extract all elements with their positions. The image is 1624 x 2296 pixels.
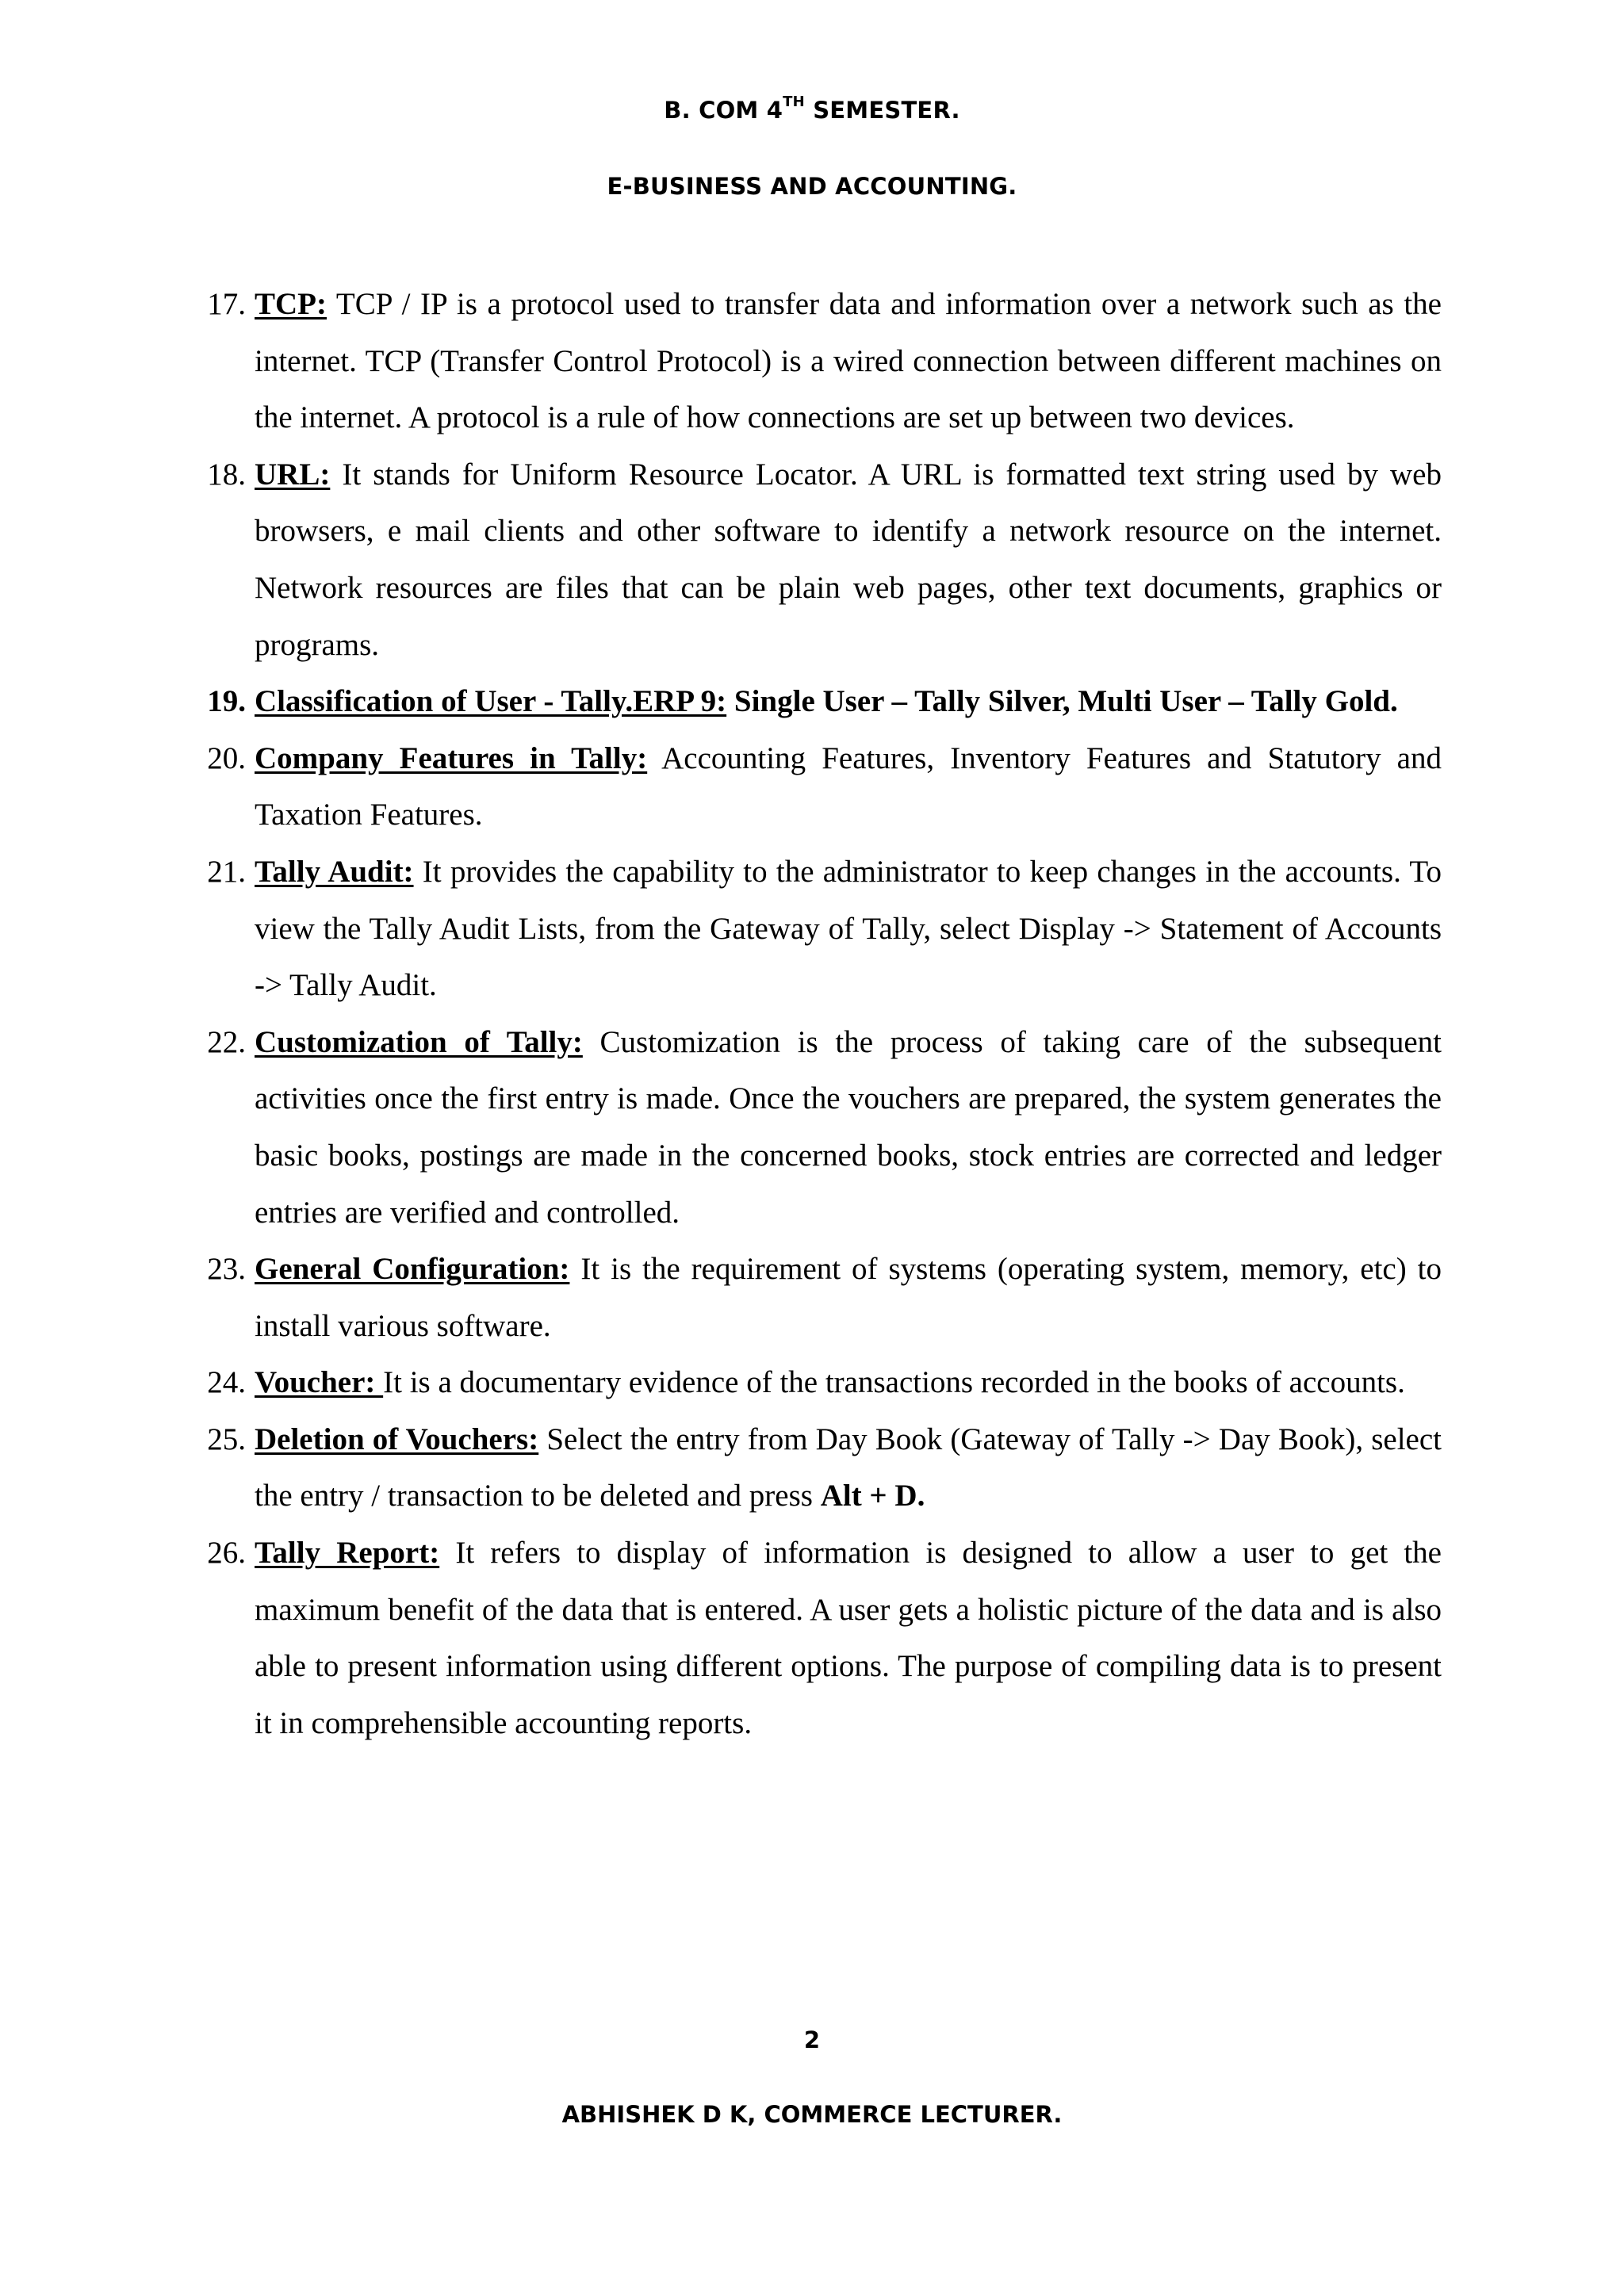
item-term: URL: bbox=[255, 457, 331, 492]
shortcut-keys: Alt + D. bbox=[820, 1479, 925, 1513]
item-number: 24. bbox=[207, 1365, 246, 1400]
item-number: 20. bbox=[207, 740, 246, 775]
item-body bbox=[246, 1354, 1442, 1411]
item-term: Deletion of Vouchers: bbox=[255, 1422, 539, 1456]
item-body bbox=[246, 730, 1442, 844]
item-text: TCP / IP is a protocol used to transfer data and information over a network such as the internet. TCP (Transfer Control Protocol) is a wired connection between different machines on the internet. A protocol is a rule of how connections are set up between two devices. bbox=[255, 287, 1442, 435]
item-text: It provides the capability to the administrator to keep changes in the accounts. To view the Tally Audit Lists, from the Gateway of Tally, select Display -> Statement of Accounts -> Tally Audit. bbox=[255, 854, 1442, 1003]
item-text: Single User – Tally Silver, Multi User – Tally Gold. bbox=[726, 684, 1398, 719]
list-item-20 bbox=[198, 730, 1442, 844]
item-body bbox=[246, 1411, 1442, 1525]
item-term: Tally Audit: bbox=[255, 854, 414, 889]
list-item-26 bbox=[198, 1525, 1442, 1751]
course-suffix: SEMESTER. bbox=[804, 97, 960, 124]
item-text: It stands for Uniform Resource Locator. A URL is formatted text string used by web browsers, e mail clients and other software to identify a network resource on the internet. Network resources are files that can be plain web pages, other text documents, graphics or programs. bbox=[255, 457, 1442, 662]
item-number: 17. bbox=[207, 287, 246, 321]
item-number: 21. bbox=[207, 854, 246, 889]
item-number: 25. bbox=[207, 1422, 246, 1456]
item-body bbox=[246, 1241, 1442, 1354]
item-number: 23. bbox=[207, 1252, 246, 1287]
item-body bbox=[246, 1014, 1442, 1241]
course-superscript: TH bbox=[783, 94, 805, 110]
item-text: Customization is the process of taking care of the subsequent activities once the first entry is made. Once the vouchers are prepared, the system generates the basic books, postings are made in the concerned books, stock entries are corrected and ledger entries are verified and controlled. bbox=[255, 1024, 1442, 1230]
list-item-23 bbox=[198, 1241, 1442, 1354]
subject-header: E-BUSINESS AND ACCOUNTING. bbox=[607, 173, 1017, 200]
item-term: Customization of Tally: bbox=[255, 1024, 583, 1059]
item-body bbox=[246, 673, 1442, 730]
course-header bbox=[0, 94, 1624, 124]
item-term: Tally Report: bbox=[255, 1536, 440, 1571]
list-item-22 bbox=[198, 1014, 1442, 1241]
item-term: Classification of User - Tally.ERP 9: bbox=[255, 684, 727, 719]
item-number: 26. bbox=[207, 1536, 246, 1571]
list-item-18 bbox=[198, 446, 1442, 673]
list-item-21 bbox=[198, 844, 1442, 1014]
item-body bbox=[246, 446, 1442, 673]
footer-author: ABHISHEK D K, COMMERCE LECTURER. bbox=[561, 2101, 1063, 2128]
item-text: It is a documentary evidence of the transactions recorded in the books of accounts. bbox=[383, 1365, 1405, 1400]
item-text: It is the requirement of systems (operating system, memory, etc) to install various software. bbox=[255, 1252, 1442, 1343]
course-prefix: B. COM 4 bbox=[664, 97, 783, 124]
definition-list bbox=[198, 276, 1442, 1751]
list-item-17 bbox=[198, 276, 1442, 446]
list-item-19 bbox=[198, 673, 1442, 730]
item-body bbox=[246, 276, 1442, 446]
list-item-25 bbox=[198, 1411, 1442, 1525]
item-body bbox=[246, 1525, 1442, 1751]
item-term: Company Features in Tally: bbox=[255, 740, 648, 775]
item-text: Select the entry from Day Book (Gateway of Tally -> Day Book), select the entry / transaction to be deleted and press bbox=[255, 1422, 1442, 1513]
item-term: TCP: bbox=[255, 287, 327, 321]
item-term: Voucher: bbox=[255, 1365, 384, 1400]
list-item-24 bbox=[198, 1354, 1442, 1411]
item-number: 18. bbox=[207, 457, 246, 492]
item-number: 19. bbox=[207, 684, 246, 719]
item-number: 22. bbox=[207, 1024, 246, 1059]
item-term: General Configuration: bbox=[255, 1252, 570, 1287]
page-number: 2 bbox=[803, 2026, 821, 2053]
item-body bbox=[246, 844, 1442, 1014]
item-text: Accounting Features, Inventory Features and Statutory and Taxation Features. bbox=[255, 740, 1442, 832]
item-text: It refers to display of information is designed to allow a user to get the maximum benefit of the data that is entered. A user gets a holistic picture of the data and is also able to present information using different options. The purpose of compiling data is to present it in comprehensible accounting reports. bbox=[255, 1536, 1442, 1740]
